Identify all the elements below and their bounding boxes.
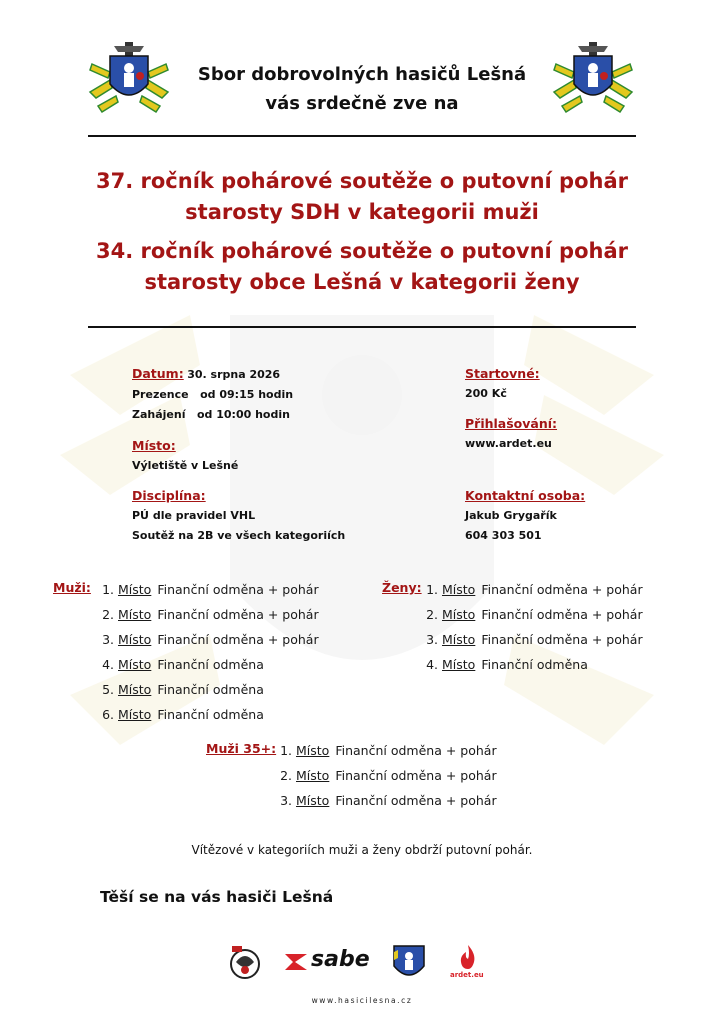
prize-reward: Finanční odměna + pohár bbox=[157, 582, 319, 597]
prize-rank: 1. bbox=[426, 582, 438, 597]
contact-label: Kontaktní osoba: bbox=[465, 488, 586, 503]
prize-reward: Finanční odměna + pohár bbox=[335, 768, 497, 783]
prize-place: Místo bbox=[442, 657, 476, 672]
prize-place: Místo bbox=[118, 682, 152, 697]
prize-rank: 2. bbox=[102, 607, 114, 622]
prize-item bbox=[420, 627, 643, 652]
prize-item bbox=[274, 738, 497, 763]
sabe-logo bbox=[283, 944, 369, 980]
watermark-emblem bbox=[30, 255, 694, 815]
women-prizes-label: Ženy: bbox=[382, 580, 422, 595]
prize-place: Místo bbox=[442, 632, 476, 647]
prize-item bbox=[274, 788, 497, 813]
registration-time: Prezence od 09:15 hodin bbox=[132, 388, 294, 401]
ardet-wordmark: ardet.eu bbox=[450, 971, 484, 979]
prize-item bbox=[96, 677, 319, 702]
prize-item bbox=[96, 702, 319, 727]
prize-reward: Finanční odměna + pohár bbox=[481, 582, 643, 597]
prize-rank: 4. bbox=[426, 657, 438, 672]
start-time: Zahájení od 10:00 hodin bbox=[132, 408, 290, 421]
prize-reward: Finanční odměna bbox=[157, 682, 264, 697]
prize-item bbox=[420, 652, 643, 677]
contact-phone: 604 303 501 bbox=[465, 529, 542, 542]
prize-reward: Finanční odměna + pohár bbox=[335, 793, 497, 808]
women-prizes-list bbox=[420, 577, 643, 677]
headline-men-line2: starosty SDH v kategorii muži bbox=[185, 200, 539, 224]
prize-reward: Finanční odměna + pohár bbox=[481, 607, 643, 622]
prize-rank: 5. bbox=[102, 682, 114, 697]
municipality-crest-icon bbox=[392, 944, 426, 982]
prize-rank: 2. bbox=[426, 607, 438, 622]
headline-men bbox=[40, 166, 684, 228]
date-block bbox=[132, 364, 293, 425]
headline-men-line1: 37. ročník pohárové soutěže o putovní pohár bbox=[96, 169, 628, 193]
contact-block bbox=[465, 486, 585, 546]
footer-url: www.hasicilesna.cz bbox=[311, 996, 413, 1005]
prize-rank: 1. bbox=[102, 582, 114, 597]
venue-value: Výletiště v Lešné bbox=[132, 459, 239, 472]
fire-brigade-crest-icon bbox=[88, 40, 170, 114]
prize-place: Místo bbox=[118, 657, 152, 672]
discipline-label: Disciplína: bbox=[132, 488, 206, 503]
prize-reward: Finanční odměna bbox=[157, 657, 264, 672]
prize-place: Místo bbox=[296, 743, 330, 758]
headline-women-line1: 34. ročník pohárové soutěže o putovní pohár bbox=[96, 239, 628, 263]
prize-reward: Finanční odměna + pohár bbox=[157, 607, 319, 622]
prize-item bbox=[274, 763, 497, 788]
prize-item bbox=[96, 602, 319, 627]
ardet-logo bbox=[448, 944, 488, 984]
sabe-wordmark: sabe bbox=[311, 947, 370, 972]
flame-icon bbox=[456, 944, 480, 970]
discipline-format: Soutěž na 2B ve všech kategoriích bbox=[132, 529, 346, 542]
prize-rank: 3. bbox=[280, 793, 292, 808]
prize-item bbox=[96, 652, 319, 677]
prize-rank: 3. bbox=[426, 632, 438, 647]
venue-block bbox=[132, 436, 238, 476]
men35-prizes-list bbox=[274, 738, 497, 813]
date-label: Datum: bbox=[132, 366, 184, 381]
discipline-rules: PÚ dle pravidel VHL bbox=[132, 509, 256, 522]
prize-place: Místo bbox=[296, 793, 330, 808]
prize-place: Místo bbox=[118, 582, 152, 597]
prize-item bbox=[420, 577, 643, 602]
prize-rank: 1. bbox=[280, 743, 292, 758]
date-value: 30. srpna 2026 bbox=[187, 368, 281, 381]
prize-place: Místo bbox=[296, 768, 330, 783]
headline-women bbox=[40, 236, 684, 298]
prize-reward: Finanční odměna + pohár bbox=[157, 632, 319, 647]
divider-top bbox=[88, 135, 636, 137]
sponsor-badge-logo bbox=[228, 944, 262, 980]
headline-women-line2: starosty obce Lešná v kategorii ženy bbox=[144, 270, 580, 294]
men-prizes-list bbox=[96, 577, 319, 727]
registration-block bbox=[465, 414, 557, 454]
prize-rank: 2. bbox=[280, 768, 292, 783]
men-prizes-label: Muži: bbox=[53, 580, 91, 595]
registration-url: www.ardet.eu bbox=[465, 437, 552, 450]
prize-reward: Finanční odměna + pohár bbox=[335, 743, 497, 758]
prize-place: Místo bbox=[118, 607, 152, 622]
fee-value: 200 Kč bbox=[465, 387, 507, 400]
fee-block bbox=[465, 364, 540, 404]
organization-name: Sbor dobrovolných hasičů Lešná bbox=[197, 64, 527, 85]
divider-bottom bbox=[88, 326, 636, 328]
closing-greeting: Těší se na vás hasiči Lešná bbox=[100, 888, 334, 906]
prize-item bbox=[96, 577, 319, 602]
prize-item bbox=[96, 627, 319, 652]
prize-reward: Finanční odměna bbox=[157, 707, 264, 722]
prize-place: Místo bbox=[442, 582, 476, 597]
prize-reward: Finanční odměna + pohár bbox=[481, 632, 643, 647]
prize-rank: 4. bbox=[102, 657, 114, 672]
invitation-line: vás srdečně zve na bbox=[265, 93, 459, 114]
venue-label: Místo: bbox=[132, 438, 176, 453]
prize-place: Místo bbox=[442, 607, 476, 622]
prize-reward: Finanční odměna bbox=[481, 657, 588, 672]
fee-label: Startovné: bbox=[465, 366, 540, 381]
header bbox=[172, 60, 552, 118]
men35-prizes-label: Muži 35+: bbox=[206, 741, 277, 756]
discipline-block bbox=[132, 486, 345, 546]
prize-rank: 3. bbox=[102, 632, 114, 647]
sabe-mark-icon bbox=[283, 948, 311, 976]
prize-place: Místo bbox=[118, 707, 152, 722]
prize-item bbox=[420, 602, 643, 627]
prize-rank: 6. bbox=[102, 707, 114, 722]
trophy-note: Vítězové v kategoriích muži a ženy obdrží putovní pohár. bbox=[191, 843, 533, 857]
fire-brigade-crest-icon bbox=[552, 40, 634, 114]
registration-label: Přihlašování: bbox=[465, 416, 558, 431]
prize-place: Místo bbox=[118, 632, 152, 647]
contact-name: Jakub Grygařík bbox=[465, 509, 557, 522]
